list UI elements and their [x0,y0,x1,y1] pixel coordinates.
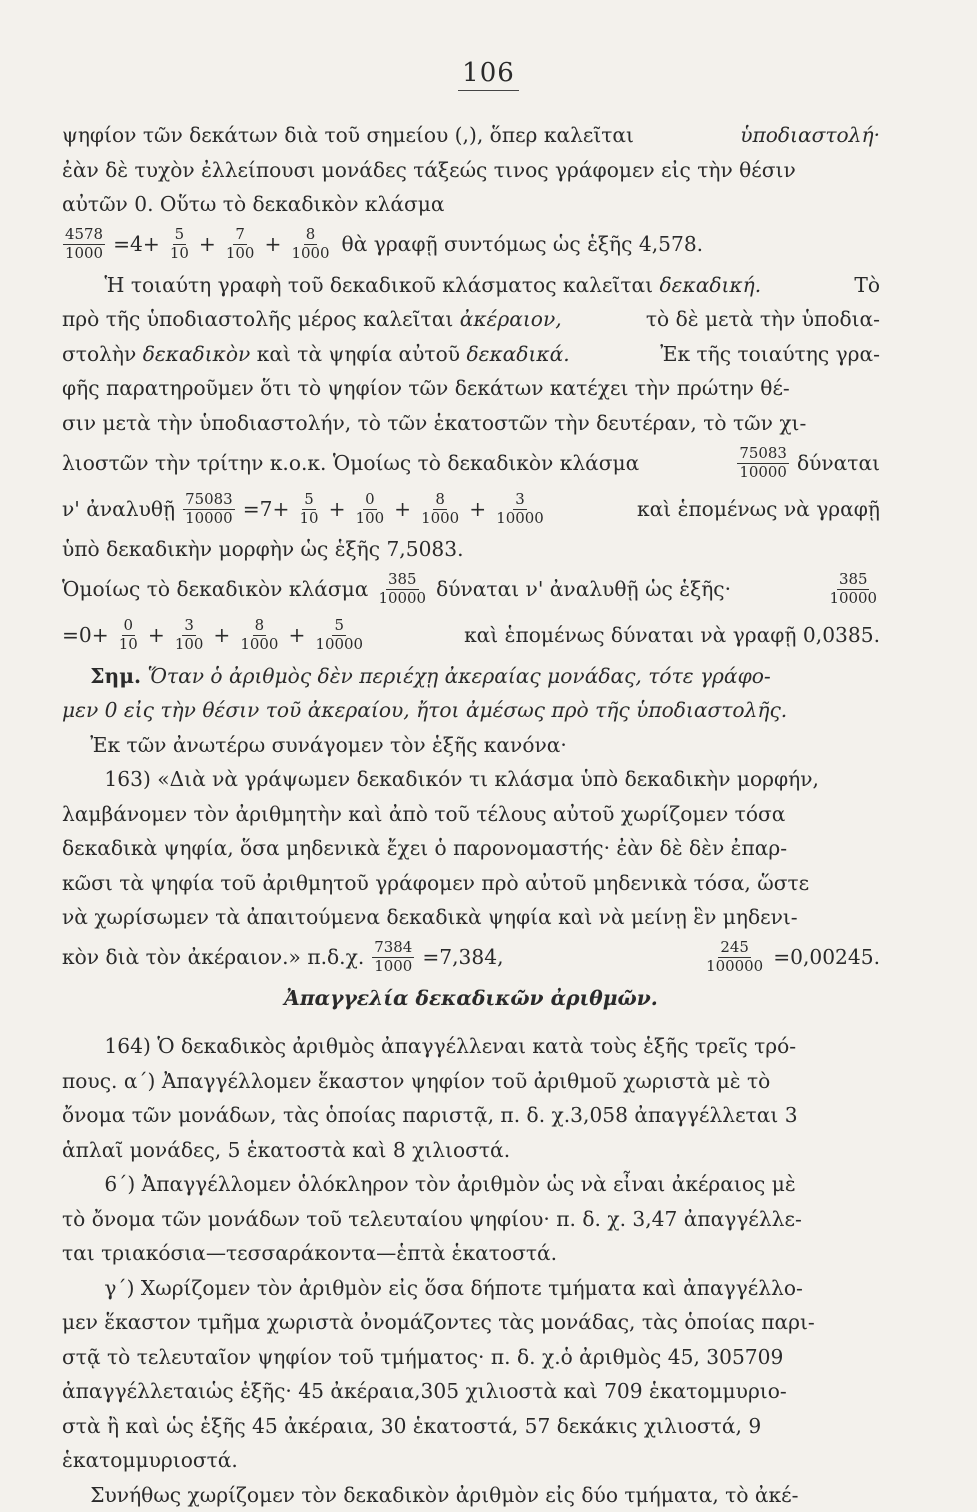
text-line: σιν μετὰ τὴν ὑποδιαστολήν, τὸ τῶν ἑκατοστῶν τὴν δευτέραν, τὸ τῶν χι- [62,406,880,441]
text-line: ὄνομα τῶν μονάδων, τὰς ὁποίας παριστᾷ, π. δ. χ.3,058 ἀπαγγέλλεται 3 [62,1098,880,1133]
text-line: κὸν διὰ τὸν ἀκέραιον.» π.δ.χ. $\frac{7384}{1000}$ =7,384, $\frac{245}{100000}$ =0,00245. [62,935,880,981]
body-text [62,118,880,1512]
text-line: δεκαδικὰ ψηφία, ὅσα μηδενικὰ ἔχει ὁ παρονομαστής· ἐὰν δὲ δὲν ἐπαρ- [62,831,880,866]
text-line: ἑκατομμυριοστά. [62,1443,880,1478]
page-number: 106 [0,58,977,88]
text-line: ψηφίον τῶν δεκάτων διὰ τοῦ σημείου (,), ὅπερ καλεῖται ὑποδιαστολή· [62,118,880,153]
text-line: ται τριακόσια—τεσσαράκοντα—ἑπτὰ ἑκατοστά. [62,1236,880,1271]
fraction: $\frac{75083}{10000}$ [737,446,789,480]
text-line: 164) Ὁ δεκαδικὸς ἀριθμὸς ἀπαγγέλλεναι κατὰ τοὺς ἑξῆς τρεῖς τρό- [62,1029,880,1064]
fraction: $\frac{4578}{1000}$ [63,227,105,261]
text-line: λαμβάνομεν τὸν ἀριθμητὴν καὶ ἀπὸ τοῦ τέλους αὐτοῦ χωρίζομεν τόσα [62,797,880,832]
equation-line: ν' ἀναλυθῇ $\frac{75083}{10000}$ =7+ $\frac{5}{10}$ + $\frac{0}{100}$ + $\frac{8}{1000}$ + $\frac{3}{10000}$ καὶ ἑπομένως νὰ γραφῇ [62,486,880,532]
equation-line: =0+ $\frac{0}{10}$ + $\frac{3}{100}$ + $\frac{8}{1000}$ + $\frac{5}{10000}$ καὶ ἑπομένως δύναται νὰ γραφῇ 0,0385. [62,613,880,659]
text-line: λιοστῶν τὴν τρίτην κ.ο.κ. Ὁμοίως τὸ δεκαδικὸν κλάσμα $\frac{75083}{10000}$ δύναται [62,440,880,486]
text-line: κῶσι τὰ ψηφία τοῦ ἀριθμητοῦ γράφομεν πρὸ αὐτοῦ μηδενικὰ τόσα, ὥστε [62,866,880,901]
text-line: στὰ ἢ καὶ ὡς ἑξῆς 45 ἀκέραια, 30 ἑκατοστά, 57 δεκάκις χιλιοστά, 9 [62,1409,880,1444]
text-line: στᾷ τὸ τελευταῖον ψηφίον τοῦ τμήματος· π. δ. χ.ὁ ἀριθμὸς 45, 305709 [62,1340,880,1375]
fraction: $\frac{8}{1000}$ [289,227,331,261]
text-line: ὑπὸ δεκαδικὴν μορφὴν ὡς ἑξῆς 7,5083. [62,532,880,567]
text-line: στολὴν δεκαδικὸν καὶ τὰ ψηφία αὐτοῦ δεκαδικά. Ἐκ τῆς τοιαύτης γρα- [62,337,880,372]
note-line: μεν 0 εἰς τὴν θέσιν τοῦ ἀκεραίου, ἤτοι ἀμέσως πρὸ τῆς ὑποδιαστολῆς. [62,693,880,728]
text-line: ἁπλαῖ μονάδες, 5 ἑκατοστὰ καὶ 8 χιλιοστά. [62,1133,880,1168]
fraction: $\frac{7}{100}$ [224,227,257,261]
text-line: Ἐκ τῶν ἀνωτέρω συνάγομεν τὸν ἑξῆς κανόνα· [62,728,880,763]
fraction: $\frac{0}{10}$ [117,618,140,652]
text-line: 163) «Διὰ νὰ γράψωμεν δεκαδικόν τι κλάσμα ὑπὸ δεκαδικὴν μορφήν, [62,762,880,797]
text-line: μεν ἕκαστον τμῆμα χωριστὰ ὀνομάζοντες τὰς μονάδας, τὰς ὁποίας παρι- [62,1305,880,1340]
fraction: $\frac{385}{10000}$ [827,572,879,606]
fraction: $\frac{385}{10000}$ [377,572,429,606]
fraction: $\frac{3}{100}$ [173,618,206,652]
text-line: Ἡ τοιαύτη γραφὴ τοῦ δεκαδικοῦ κλάσματος καλεῖται δεκαδική. Τὸ [62,268,880,303]
text-line: Ὁμοίως τὸ δεκαδικὸν κλάσμα $\frac{385}{10000}$ δύναται ν' ἀναλυθῇ ὡς ἑξῆς· $\frac{385}{10000}$ [62,567,880,613]
text-line: γ΄) Χωρίζομεν τὸν ἀριθμὸν εἰς ὅσα δήποτε τμήματα καὶ ἀπαγγέλλο- [62,1271,880,1306]
fraction: $\frac{8}{1000}$ [238,618,280,652]
text-line: τὸ ὄνομα τῶν μονάδων τοῦ τελευταίου ψηφίου· π. δ. χ. 3,47 ἀπαγγέλλε- [62,1202,880,1237]
note-line: Σημ. Ὅταν ὁ ἀριθμὸς δὲν περιέχῃ ἀκεραίας μονάδας, τότε γράφο- [62,659,880,694]
equation-line: $\frac{4578}{1000}$ =4+ $\frac{5}{10}$ + $\frac{7}{100}$ + $\frac{8}{1000}$ θὰ γραφῇ συντόμως ὡς ἑξῆς 4,578. [62,222,880,268]
text-line: πους. α΄) Ἀπαγγέλλομεν ἕκαστον ψηφίον τοῦ ἀριθμοῦ χωριστὰ μὲ τὸ [62,1064,880,1099]
fraction: $\frac{5}{10000}$ [313,618,365,652]
fraction: $\frac{5}{10}$ [168,227,191,261]
fraction: $\frac{245}{100000}$ [704,940,765,974]
fraction: $\frac{7384}{1000}$ [372,940,414,974]
fraction: $\frac{3}{10000}$ [494,492,546,526]
fraction: $\frac{0}{100}$ [354,492,387,526]
text-line: αὐτῶν 0. Οὕτω τὸ δεκαδικὸν κλάσμα [62,187,880,222]
text-line: πρὸ τῆς ὑποδιαστολῆς μέρος καλεῖται ἀκέραιον, τὸ δὲ μετὰ τὴν ὑποδια- [62,302,880,337]
fraction: $\frac{5}{10}$ [298,492,321,526]
text-line: 6΄) Ἀπαγγέλλομεν ὁλόκληρον τὸν ἀριθμὸν ὡς νὰ εἶναι ἀκέραιος μὲ [62,1167,880,1202]
fraction: $\frac{8}{1000}$ [419,492,461,526]
section-heading: Ἀπαγγελία δεκαδικῶν ἀριθμῶν. [62,981,880,1016]
text-line: νὰ χωρίσωμεν τὰ ἀπαιτούμενα δεκαδικὰ ψηφία καὶ νὰ μείνῃ ἓν μηδενι- [62,900,880,935]
text-line: Συνήθως χωρίζομεν τὸν δεκαδικὸν ἀριθμὸν εἰς δύο τμήματα, τὸ ἀκέ- [62,1478,880,1512]
text-line: φῆς παρατηροῦμεν ὅτι τὸ ψηφίον τῶν δεκάτων κατέχει τὴν πρώτην θέ- [62,371,880,406]
text-line: ἐὰν δὲ τυχὸν ἐλλείπουσι μονάδες τάξεώς τινος γράφομεν εἰς τὴν θέσιν [62,153,880,188]
text-line: ἀπαγγέλλεταιὡς ἑξῆς· 45 ἀκέραια,305 χιλιοστὰ καὶ 709 ἑκατομμυριο- [62,1374,880,1409]
fraction: $\frac{75083}{10000}$ [183,492,235,526]
